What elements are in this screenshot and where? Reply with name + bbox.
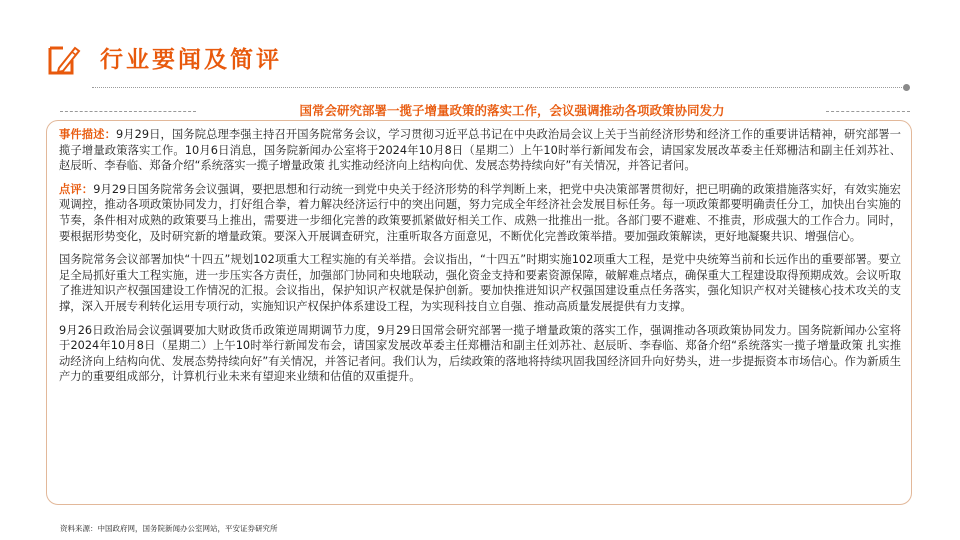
- comment-label: 点评：: [59, 182, 94, 196]
- section-logo-icon: [46, 44, 82, 76]
- header-divider: [92, 87, 904, 88]
- event-text: 9月29日，国务院总理李强主持召开国务院常务会议，学习贯彻习近平总书记在中央政治局会议上关于当前经济形势和经济工作的重要讲话精神，研究部署一揽子增量政策落实工作。10月6日消息，国务院新闻办公室将于2024年10月8日（星期二）上午10时举行新闻发布会，请国家发展改革委主任郑栅洁和副主任刘苏社、赵辰昕、李春临、郑备介绍“系统落实一揽子增量政策 扎实推动经济向上结构向优、发展态势持续向好”有关情况，并答记者问。: [59, 128, 901, 173]
- paragraph-event: [59, 127, 901, 174]
- headline-dash-left: [60, 111, 196, 112]
- headline-dash-right: [826, 111, 910, 112]
- comment-text: 9月29日国务院常务会议强调，要把思想和行动统一到党中央关于经济形势的科学判断上来，把党中央决策部署贯彻好，把已明确的政策措施落实好，有效实施宏观调控，推动各项政策协同发力，打好组合拳，着力解决经济运行中的突出问题，努力完成全年经济社会发展目标任务。每一项政策都要明确责任分工，加快出台实施的节奏，条件相对成熟的政策要马上推出，需要进一步细化完善的政策要抓紧做好相关工作、成熟一批推出一批。各部门要不避难、不推责，形成强大的工作合力。同时，要根据形势变化，及时研究新的增量政策。要深入开展调查研究，注重听取各方面意见，不断优化完善政策举措。要加强政策解读，更好地凝聚共识、增强信心。: [59, 182, 901, 243]
- page-title: 行业要闻及简评: [100, 46, 282, 73]
- event-label: 事件描述：: [59, 128, 116, 141]
- header-divider-dot: [903, 84, 910, 91]
- source-note: 资料来源：中国政府网，国务院新闻办公室网站，平安证券研究所: [60, 524, 278, 533]
- content-box: [46, 120, 912, 505]
- paragraph-comment: [59, 182, 901, 244]
- paragraph-major-projects: 国务院常务会议部署加快“十四五”规划102项重大工程实施的有关举措。会议指出，“十四五”时期实施102项重大工程，是党中央统筹当前和长远作出的重要部署。要立足全局抓好重大工程实施，进一步压实各方责任，加强部门协同和央地联动，强化资金支持和要素资源保障，破解难点堵点，确保重大工程建设取得预期成效。会议听取了推进知识产权强国建设工作情况的汇报。会议指出，保护知识产权就是保护创新。要加快推进知识产权强国建设重点任务落实，强化知识产权对关键核心技术攻关的支撑，深入开展专利转化运用专项行动，实施知识产权保护体系建设工程，为实现科技自立自强、推动高质量发展提供有力支撑。: [59, 253, 901, 313]
- headline-row: [46, 100, 912, 122]
- paragraph-outlook: 9月26日政治局会议强调要加大财政货币政策逆周期调节力度，9月29日国常会研究部署一揽子增量政策的落实工作，强调推动各项政策协同发力。国务院新闻办公室将于2024年10月8日（星期二）上午10时举行新闻发布会，请国家发展改革委主任郑栅洁和副主任刘苏社、赵辰昕、李春临、郑备介绍“系统落实一揽子增量政策 扎实推动经济向上结构向优、发展态势持续向好”有关情况，并答记者问。我们认为，后续政策的落地将持续巩固我国经济回升向好势头，进一步提振资本市场信心。作为新质生产力的重要组成部分，计算机行业未来有望迎来业绩和估值的双重提升。: [59, 323, 901, 384]
- news-headline: 国常会研究部署一揽子增量政策的落实工作，会议强调推动各项政策协同发力: [299, 103, 725, 118]
